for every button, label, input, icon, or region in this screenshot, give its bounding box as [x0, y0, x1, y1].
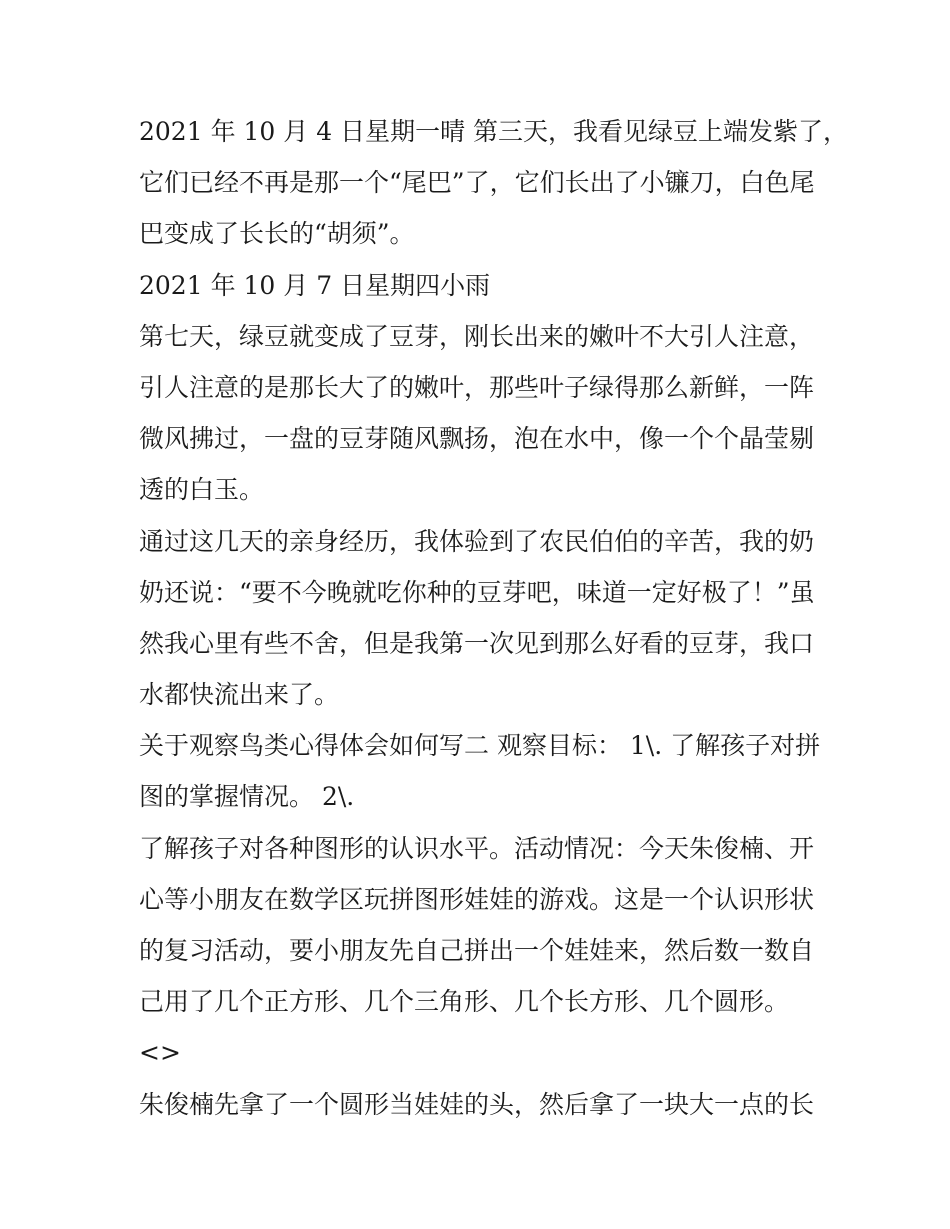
text-line: 了解孩子对各种图形的认识水平。活动情况：今天朱俊楠、开 [139, 833, 815, 863]
text-line: 朱俊楠先拿了一个圆形当娃娃的头，然后拿了一块大一点的长 [139, 1089, 815, 1119]
text-line: <> [139, 1038, 181, 1068]
text-line: 2021 年 10 月 4 日星期一晴 第三天，我看见绿豆上端发紫了， [139, 117, 849, 146]
text-line: 奶还说：“要不今晚就吃你种的豆芽吧，味道一定好极了！”虽 [139, 577, 815, 607]
text-line: 微风拂过，一盘的豆芽随风飘扬，泡在水中，像一个个晶莹剔 [139, 424, 815, 454]
text-line: 它们已经不再是那一个“尾巴”了，它们长出了小镰刀，白色尾 [139, 168, 815, 198]
text-line: 的复习活动，要小朋友先自己拼出一个娃娃来，然后数一数自 [139, 936, 815, 965]
text-line: 第七天，绿豆就变成了豆芽，刚长出来的嫩叶不大引人注意， [139, 321, 815, 351]
text-line: 2021 年 10 月 7 日星期四小雨 [139, 270, 491, 300]
text-line: 引人注意的是那长大了的嫩叶，那些叶子绿得那么新鲜，一阵 [139, 372, 815, 402]
text-line: 己用了几个正方形、几个三角形、几个长方形、几个圆形。 [139, 987, 790, 1017]
text-line: 关于观察鸟类心得体会如何写二 观察目标： 1\. 了解孩子对拼 [139, 731, 821, 761]
text-line: 透的白玉。 [139, 475, 265, 505]
text-line: 通过这几天的亲身经历，我体验到了农民伯伯的辛苦，我的奶 [139, 526, 815, 556]
document-body [139, 106, 849, 1130]
text-line: 心等小朋友在数学区玩拼图形娃娃的游戏。这是一个认识形状 [139, 884, 815, 914]
text-line: 然我心里有些不舍，但是我第一次见到那么好看的豆芽，我口 [139, 628, 815, 658]
text-line: 水都快流出来了。 [139, 680, 340, 710]
text-line: 图的掌握情况。 2\. [139, 782, 355, 812]
text-line: 巴变成了长长的“胡须”。 [139, 219, 415, 249]
